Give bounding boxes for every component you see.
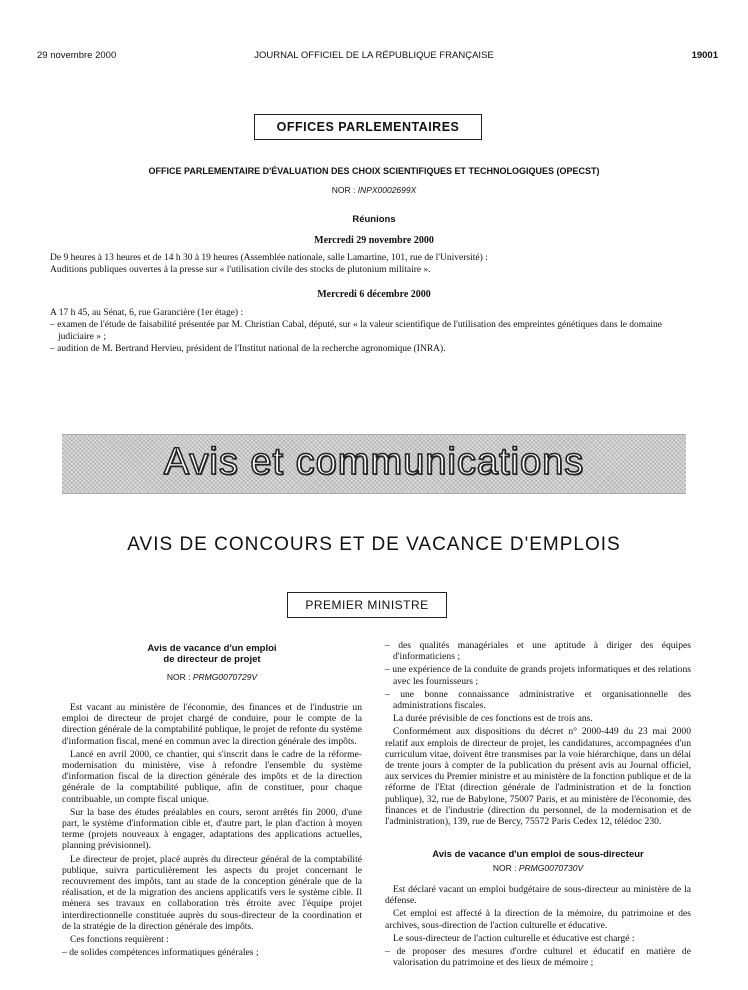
nor-value: PRMG0070729V [192, 672, 258, 682]
header-page-number: 19001 [691, 50, 718, 61]
opecst-title: OFFICE PARLEMENTAIRE D'ÉVALUATION DES CHOIX SCIENTIFIQUES ET TECHNOLOGIQUES (OPECST) [148, 166, 600, 176]
reunions-heading: Réunions [352, 214, 396, 225]
left-title-line-2: de directeur de projet [163, 654, 261, 665]
left-column-body [62, 702, 362, 960]
left-paragraph-1: Est vacant au ministère de l'économie, des finances et de l'industrie un emploi de directeur de projet chargé de conduire, pour le compte de la direction générale de la comptabilité publique, le projet de refonte du système d'information fiscal, mené en commun avec la direction générale des impôts. [62, 702, 362, 747]
meeting-1-line-2: Auditions publiques ouvertes à la presse sur « l'utilisation civile des stocks de plutonium militaire ». [50, 265, 431, 275]
header-date: 29 novembre 2000 [37, 50, 117, 61]
right-paragraph-4: Cet emploi est affecté à la direction de la mémoire, du patrimoine et des archives, sous-direction de l'action culturelle et éducative. [385, 908, 691, 931]
right-item-1: – des qualités managériales et une aptitude à diriger des équipes d'informaticiens ; [385, 640, 691, 663]
left-paragraph-5: Ces fonctions requièrent : [70, 934, 169, 946]
right-paragraph-2: Conformément aux dispositions du décret n° 2000-449 du 23 mai 2000 relatif aux emplois de directeur de projet, les candidatures, accompagnées d'un curriculum vitae, doivent être transmises par la voie hiérarchique, dans un délai de trente jours à compter de la publication du présent avis au Journal officiel, aux services du Premier ministre et au ministère de la fonction publique et de la réforme de l'Etat (direction générale de l'administration et de la fonction publique), 32, rue de Babylone, 75007 Paris, et au ministère de l'économie, des finances et de l'industrie (direction du personnel, de la modernisation et de l'administration), 139, rue de Bercy, 75572 Paris Cedex 12, télédoc 230. [385, 726, 691, 828]
section-title: AVIS DE CONCOURS ET DE VACANCE D'EMPLOIS [127, 534, 621, 555]
nor-value: INPX0002699X [357, 185, 417, 195]
nor-label: NOR : [331, 185, 356, 195]
opecst-nor [0, 185, 748, 195]
left-paragraph-3: Sur la base des études préalables en cours, seront arrêtés fin 2000, d'une part, le système d'information cible et, d'autre part, le plan d'action à moyen terme (projets nouveaux à engager, adaptations des applications actuelles, planning prévisionnel). [62, 806, 362, 852]
ministry-box: PREMIER MINISTRE [287, 592, 447, 618]
left-paragraph-6: – de solides compétences informatiques générales ; [62, 947, 259, 959]
banner-title: Avis et communications [163, 441, 585, 483]
right-item-3: – une bonne connaissance administrative et organisationnelle des administrations fiscales. [385, 688, 691, 712]
right-paragraph-1: La durée prévisible de ces fonctions est de trois ans. [393, 713, 593, 725]
meeting-2-line-1: A 17 h 45, au Sénat, 6, rue Garancière (1er étage) : [50, 308, 244, 318]
meeting-date-2: Mercredi 6 décembre 2000 [317, 289, 431, 300]
header-journal-title: JOURNAL OFFICIEL DE LA RÉPUBLIQUE FRANÇAISE [254, 50, 494, 61]
meeting-1-line-1: De 9 heures à 13 heures et de 14 h 30 à 19 heures (Assemblée nationale, salle Lamartine, 101, rue de l'Université) : [50, 253, 488, 263]
meeting-2-line-2: – examen de l'étude de faisabilité présentée par M. Christian Cabal, député, sur « la valeur scientifique de l'utilisation des empreintes génétiques dans le domaine judiciaire » ; [50, 320, 663, 342]
left-paragraph-2: Lancé en avril 2000, ce chantier, qui s'inscrit dans le cadre de la réforme-modernisation du ministère, vise à refondre l'ensemble du système d'information fiscal de la direction générale des impôts et de la direction générale de la comptabilité publique, afin de constituer, pour chaque contribuable, un compte fiscal unique. [62, 748, 362, 805]
right-item-2: – une expérience de la conduite de grands projets informatiques et des relations avec les fournisseurs ; [385, 664, 691, 687]
right-paragraph-6: – de proposer des mesures d'ordre culturel et éducatif en matière de valorisation du patrimoine et des lieux de mémoire ; [385, 946, 691, 969]
left-paragraph-4: Le directeur de projet, placé auprès du directeur général de la comptabilité publique, suivra particulièrement les aspects du projet concernant le recouvrement des impôts, tant au stade de la conception générale que de la réalisation, et de la migration des anciens applicatifs vers le système cible. Il mènera ses travaux en collaboration très étroite avec l'équipe projet interdirectionnelle constituée auprès du sous-directeur de la coordination et de la stratégie de la direction générale des impôts. [62, 853, 362, 932]
left-title-line-1: Avis de vacance d'un emploi [147, 643, 277, 654]
nor-value: PRMG0070730V [518, 863, 584, 873]
offices-box-title: OFFICES PARLEMENTAIRES [254, 114, 482, 140]
meeting-date-1: Mercredi 29 novembre 2000 [314, 235, 434, 246]
nor-label: NOR : [492, 863, 517, 873]
right-notice-title: Avis de vacance d'un emploi de sous-directeur [432, 849, 644, 860]
right-paragraph-5: Le sous-directeur de l'action culturelle et éducative est chargé : [393, 932, 635, 944]
right-notice-nor [385, 863, 691, 873]
left-notice-title [62, 643, 362, 665]
avis-banner [62, 434, 686, 494]
right-column-bottom [385, 884, 691, 970]
left-notice-nor [62, 672, 362, 682]
nor-label: NOR : [166, 672, 191, 682]
right-column-top [385, 640, 691, 829]
meeting-2-line-3: – audition de M. Bertrand Hervieu, président de l'Institut national de la recherche agronomique (INRA). [50, 344, 446, 354]
right-paragraph-3: Est déclaré vacant un emploi budgétaire de sous-directeur au ministère de la défense. [385, 884, 691, 907]
